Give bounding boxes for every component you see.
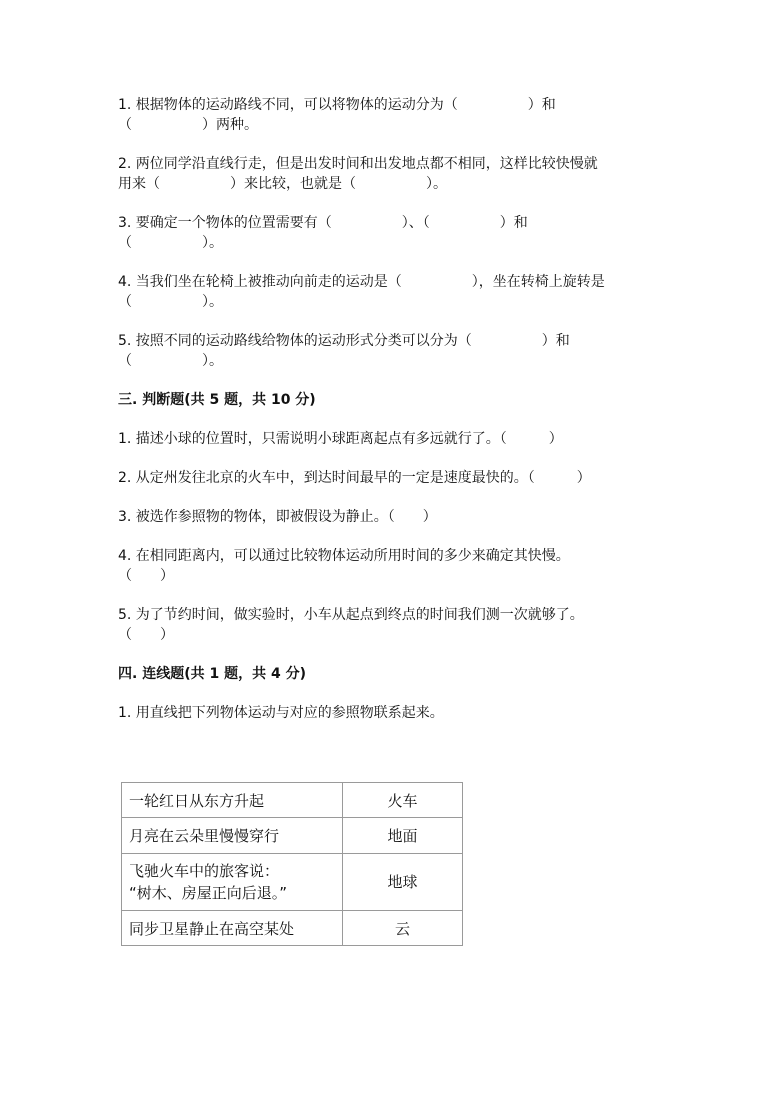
judge-question-4: [118, 546, 678, 586]
fill-question-4: [118, 272, 678, 312]
question-line: 4. 在相同距离内，可以通过比较物体运动所用时间的多少来确定其快慢。: [118, 548, 570, 564]
table-row: [122, 911, 463, 946]
motion-cell[interactable]: [122, 854, 343, 911]
motion-text: 飞驰火车中的旅客说：: [129, 862, 280, 880]
question-line: （ ）。: [118, 353, 223, 369]
motion-cell[interactable]: [122, 818, 343, 854]
question-line: 5. 为了节约时间，做实验时，小车从起点到终点的时间我们测一次就够了。: [118, 607, 584, 623]
motion-text: 同步卫星静止在高空某处: [129, 919, 295, 938]
question-line: 4. 当我们坐在轮椅上被推动向前走的运动是（ ），坐在转椅上旋转是: [118, 274, 605, 290]
reference-cell[interactable]: 地球: [343, 854, 463, 911]
matching-table: [121, 782, 463, 946]
reference-cell[interactable]: 云: [343, 911, 463, 946]
table-row: [122, 854, 463, 911]
fill-question-2: [118, 154, 678, 194]
fill-question-5: [118, 331, 678, 371]
reference-cell[interactable]: 火车: [343, 783, 463, 818]
motion-cell[interactable]: [122, 783, 343, 818]
question-line: （ ）: [118, 627, 174, 643]
motion-text: 一轮红日从东方升起: [129, 791, 265, 810]
question-line: （ ）。: [118, 235, 223, 251]
motion-text: 月亮在云朵里慢慢穿行: [129, 827, 280, 845]
reference-cell[interactable]: 地面: [343, 818, 463, 854]
question-line: 2. 两位同学沿直线行走，但是出发时间和出发地点都不相同，这样比较快慢就: [118, 156, 598, 172]
fill-question-3: [118, 213, 678, 253]
question-line: 5. 按照不同的运动路线给物体的运动形式分类可以分为（ ）和: [118, 333, 570, 349]
table-row: [122, 783, 463, 818]
question-line: 1. 根据物体的运动路线不同，可以将物体的运动分为（ ）和: [118, 97, 556, 113]
question-line: （ ）。: [118, 294, 223, 310]
matching-question-1: 1. 用直线把下列物体运动与对应的参照物联系起来。: [118, 705, 444, 721]
motion-text-line2: “树木、房屋正向后退。”: [129, 884, 288, 902]
question-line: 3. 要确定一个物体的位置需要有（ ）、（ ）和: [118, 215, 528, 231]
motion-cell[interactable]: [122, 911, 343, 946]
section-4-title: 四. 连线题(共 1 题，共 4 分): [118, 666, 306, 682]
fill-question-1: [118, 95, 678, 135]
question-line: 3. 被选作参照物的物体，即被假设为静止。（ ）: [118, 509, 437, 525]
worksheet-page: [118, 95, 678, 742]
question-line: （ ）: [118, 568, 174, 584]
question-line: 2. 从定州发往北京的火车中，到达时间最早的一定是速度最快的。（ ）: [118, 470, 591, 486]
question-line: （ ）两种。: [118, 117, 258, 133]
judge-question-5: [118, 605, 678, 645]
table-row: [122, 818, 463, 854]
section-3-title: 三. 判断题(共 5 题，共 10 分): [118, 392, 316, 408]
judge-question-2: [118, 468, 678, 488]
question-line: 用来（ ）来比较，也就是（ ）。: [118, 176, 447, 192]
judge-question-3: [118, 507, 678, 527]
question-line: 1. 描述小球的位置时，只需说明小球距离起点有多远就行了。（ ）: [118, 431, 563, 447]
judge-question-1: [118, 429, 678, 449]
